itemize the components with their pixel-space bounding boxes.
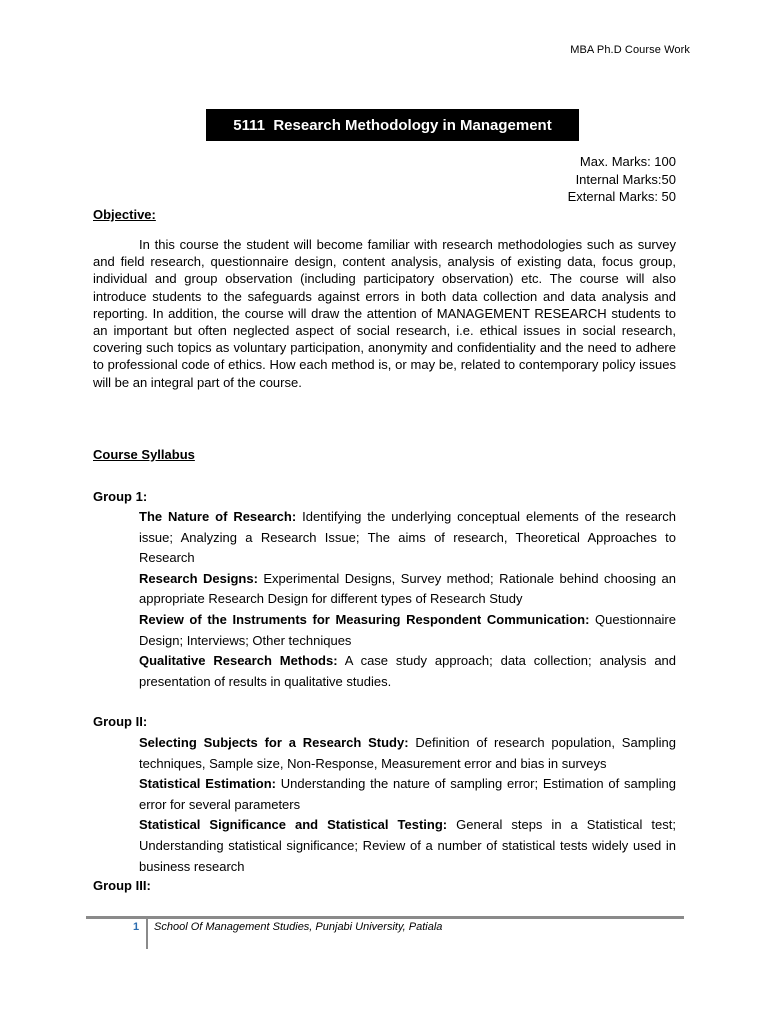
syllabus-heading: Course Syllabus bbox=[93, 447, 195, 462]
list-item bbox=[139, 733, 676, 774]
footer-vertical-divider bbox=[146, 919, 148, 949]
objective-paragraph: In this course the student will become familiar with research methodologies such as survey and field research, questionnaire design, content analysis, analysis of existing data, focus group, individual and group observation (including participatory observation) etc. The course will also introduce students to the safeguards against errors in both data collection and data analysis and reporting. In addition, the course will draw the attention of MANAGEMENT RESEARCH students to an important but often neglected aspect of social research, i.e. ethical issues in social research, covering such topics as voluntary participation, anonymity and confidentiality and the need to adhere to professional code of ethics. How each method is, or may be, related to contemporary policy issues will be an integral part of the course. bbox=[93, 237, 676, 390]
topic-title: Statistical Estimation: bbox=[139, 776, 276, 792]
topic-text: Identifying the underlying conceptual elements of the research issue; Analyzing a Research Issue; The aims of research, Theoretical Approaches to Research bbox=[139, 509, 676, 566]
topic-text: Definition of research population, Sampling techniques, Sample size, Non-Response, Measurement error and bias in surveys bbox=[139, 735, 676, 771]
topic-text: A case study approach; data collection; analysis and presentation of results in qualitative studies. bbox=[139, 653, 677, 689]
marks-block bbox=[568, 153, 676, 206]
topic-title: The Nature of Research: bbox=[139, 509, 297, 524]
list-item bbox=[139, 651, 676, 692]
course-title: 5111 Research Methodology in Management bbox=[206, 109, 579, 141]
group-1-heading: Group 1: bbox=[93, 489, 148, 504]
list-item bbox=[139, 610, 676, 651]
topic-title: Statistical Significance and Statistical Testing: bbox=[139, 817, 448, 833]
page-number: 1 bbox=[133, 921, 140, 933]
topic-title: Review of the Instruments for Measuring Respondent Communication: bbox=[139, 611, 590, 627]
internal-marks: Internal Marks:50 bbox=[575, 171, 676, 187]
topic-text: Questionnaire Design; Interviews; Other techniques bbox=[139, 611, 676, 648]
running-head: MBA Ph.D Course Work bbox=[570, 44, 690, 56]
max-marks: Max. Marks: 100 bbox=[579, 154, 676, 169]
group-1-topics bbox=[139, 507, 676, 692]
footer-divider bbox=[86, 916, 684, 919]
topic-title: Selecting Subjects for a Research Study: bbox=[139, 735, 409, 750]
group-2-topics bbox=[139, 733, 676, 877]
topic-title: Research Designs: bbox=[139, 570, 258, 586]
topic-text: Experimental Designs, Survey method; Rationale behind choosing an appropriate Research Design for different types of Research Study bbox=[139, 570, 676, 607]
list-item bbox=[139, 815, 676, 877]
external-marks: External Marks: 50 bbox=[567, 189, 676, 204]
list-item bbox=[139, 507, 676, 569]
topic-text: Understanding the nature of sampling error; Estimation of sampling error for several parameters bbox=[139, 776, 676, 812]
objective-heading: Objective: bbox=[93, 207, 156, 222]
topic-title: Qualitative Research Methods: bbox=[139, 653, 338, 669]
group-3-heading: Group III: bbox=[93, 878, 151, 893]
list-item bbox=[139, 569, 676, 610]
list-item bbox=[139, 774, 676, 815]
topic-text: General steps in a Statistical test; Understanding statistical significance; Review of a number of statistical tests widely used in business research bbox=[139, 817, 676, 874]
group-2-heading: Group II: bbox=[93, 714, 148, 729]
footer-institution: School Of Management Studies, Punjabi University, Patiala bbox=[154, 921, 443, 933]
